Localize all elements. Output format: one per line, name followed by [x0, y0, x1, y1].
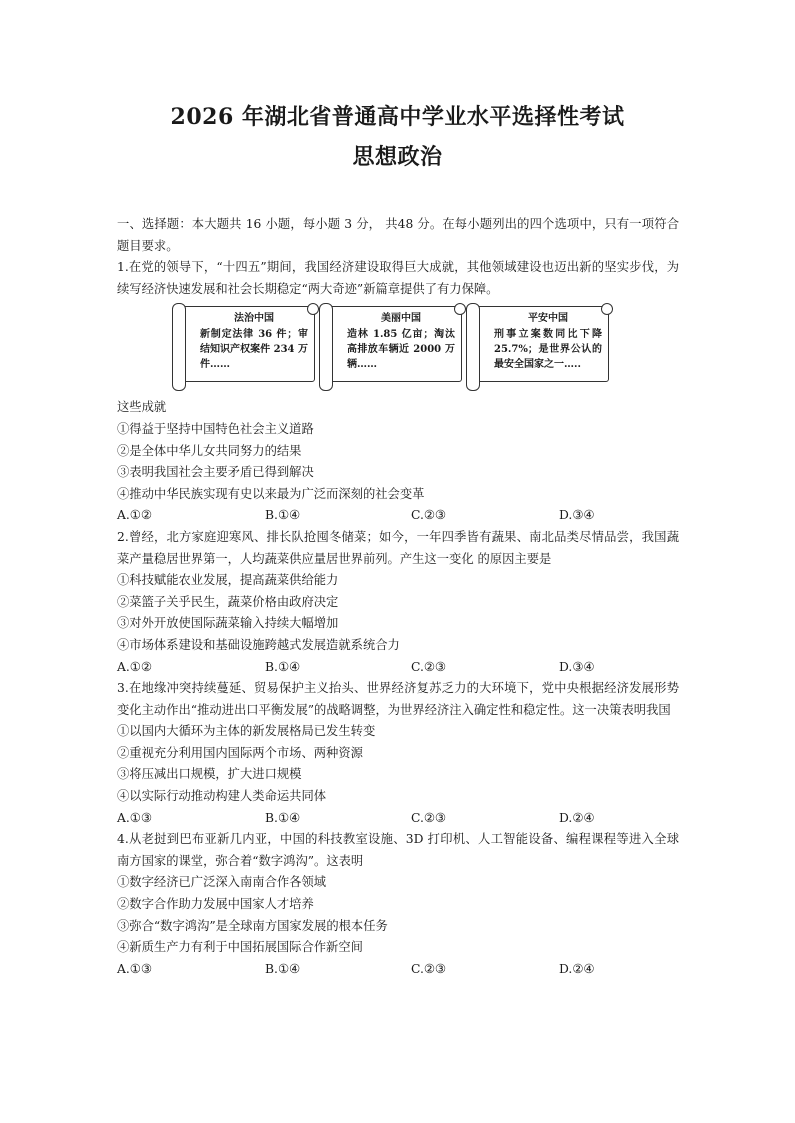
- exam-title: 2026 年湖北省普通高中学业水平选择性考试: [170, 104, 625, 130]
- choice-d[interactable]: D.③④: [559, 508, 595, 523]
- choice-b[interactable]: B.①④: [265, 810, 300, 825]
- question-1-stem: 1.在党的领导下，“十四五”期间，我国经济建设取得巨大成就，其他领域建设也迈出新的坚实步伐，为续写经济快速发展和社会长期稳定“两大奇迹”新篇章提供了有力保障。: [117, 260, 679, 296]
- scroll-safe-china: [471, 306, 609, 382]
- scroll-body: 刑事立案数同比下降 25.7%；是世界公认的最安全国家之一…..: [494, 329, 602, 371]
- choice-d[interactable]: D.②④: [559, 961, 595, 976]
- question-2-stem: 2.曾经，北方家庭迎寒风、排长队抢囤冬储菜；如今，一年四季皆有蔬果、南北品类尽情品尝，我国蔬菜产量稳居世界第一，人均蔬菜供应量居世界前列。产生这一变化 的原因主要是: [117, 529, 679, 566]
- choice-d[interactable]: D.③④: [559, 659, 595, 674]
- choice-c[interactable]: C.②③: [411, 810, 446, 825]
- question-1-choices: [117, 505, 679, 527]
- question-1-scroll-figure: [117, 306, 679, 391]
- option-item: ③对外开放使国际蔬菜输入持续大幅增加: [117, 616, 339, 631]
- choice-b[interactable]: B.①④: [265, 961, 300, 976]
- option-item: ④市场体系建设和基础设施跨越式发展造就系统合力: [117, 637, 400, 652]
- scroll-title: 美丽中国: [381, 313, 421, 325]
- exam-subject: 思想政治: [352, 144, 443, 170]
- choice-c[interactable]: C.②③: [411, 659, 446, 674]
- option-item: ①数字经济已广泛深入南南合作各领域: [117, 875, 327, 890]
- scroll-body: 新制定法律 36 件；审结知识产权案件 234 万件……: [200, 329, 308, 371]
- scroll-curl-icon: [454, 303, 466, 315]
- question-4-stem: 4.从老挝到巴布亚新几内亚，中国的科技教室设施、3D 打印机、人工智能设备、编程课程等进入全球南方国家的课堂，弥合着“数字鸿沟”。这表明: [117, 832, 679, 868]
- scroll-curl-icon: [601, 303, 613, 315]
- choice-c[interactable]: C.②③: [411, 961, 446, 976]
- section-heading: 一、选择题：本大题共 16 小题，每小题 3 分， 共48 分。在每小题列出的四个选项中，只有一项符合题目要求。: [117, 217, 679, 253]
- option-item: ②数字合作助力发展中国家人才培养: [117, 897, 314, 912]
- option-item: ④推动中华民族实现有史以来最为广泛而深刻的社会变革: [117, 486, 425, 501]
- question-3-stem: 3.在地缘冲突持续蔓延、贸易保护主义抬头、世界经济复苏乏力的大环境下，党中央根据经济发展形势变化主动作出“推动进出口平衡发展”的战略调整，为世界经济注入确定性和稳定性。这一决策表明我国: [117, 681, 679, 717]
- scroll-body: 造林 1.85 亿亩；淘汰高排放车辆近 2000 万辆……: [347, 329, 455, 371]
- option-item: ④以实际行动推动构建人类命运共同体: [117, 789, 327, 804]
- choice-d[interactable]: D.②④: [559, 810, 595, 825]
- scroll-beautiful-china: [324, 306, 462, 382]
- option-item: ①得益于坚持中国特色社会主义道路: [117, 421, 314, 436]
- option-item: ④新质生产力有利于中国拓展国际合作新空间: [117, 940, 363, 955]
- question-1-lead: 这些成就: [117, 400, 167, 415]
- question-3-choices: [117, 808, 679, 830]
- choice-b[interactable]: B.①④: [265, 659, 300, 674]
- scroll-rule-of-law: [177, 306, 315, 382]
- choice-a[interactable]: A.①③: [117, 961, 152, 976]
- choice-b[interactable]: B.①④: [265, 508, 300, 523]
- scroll-curl-icon: [307, 303, 319, 315]
- option-item: ①科技赋能农业发展，提高蔬菜供给能力: [117, 573, 339, 588]
- option-item: ②菜篮子关乎民生，蔬菜价格由政府决定: [117, 594, 339, 609]
- scroll-roll-icon: [466, 303, 480, 391]
- option-item: ②重视充分利用国内国际两个市场、两种资源: [117, 745, 363, 760]
- option-item: ③表明我国社会主要矛盾已得到解决: [117, 465, 314, 480]
- scroll-roll-icon: [172, 303, 186, 391]
- scroll-title: 平安中国: [528, 313, 568, 325]
- option-item: ③弥合“数字鸿沟”是全球南方国家发展的根本任务: [117, 918, 388, 933]
- option-item: ①以国内大循环为主体的新发展格局已发生转变: [117, 724, 376, 739]
- choice-a[interactable]: A.①③: [117, 810, 152, 825]
- choice-a[interactable]: A.①②: [117, 659, 152, 674]
- choice-c[interactable]: C.②③: [411, 508, 446, 523]
- option-item: ③将压减出口规模，扩大进口规模: [117, 767, 302, 782]
- question-2-choices: [117, 657, 679, 679]
- question-4-choices: [117, 959, 679, 981]
- scroll-title: 法治中国: [234, 313, 274, 325]
- scroll-roll-icon: [319, 303, 333, 391]
- option-item: ②是全体中华儿女共同努力的结果: [117, 443, 302, 458]
- choice-a[interactable]: A.①②: [117, 508, 152, 523]
- exam-content: [117, 214, 679, 980]
